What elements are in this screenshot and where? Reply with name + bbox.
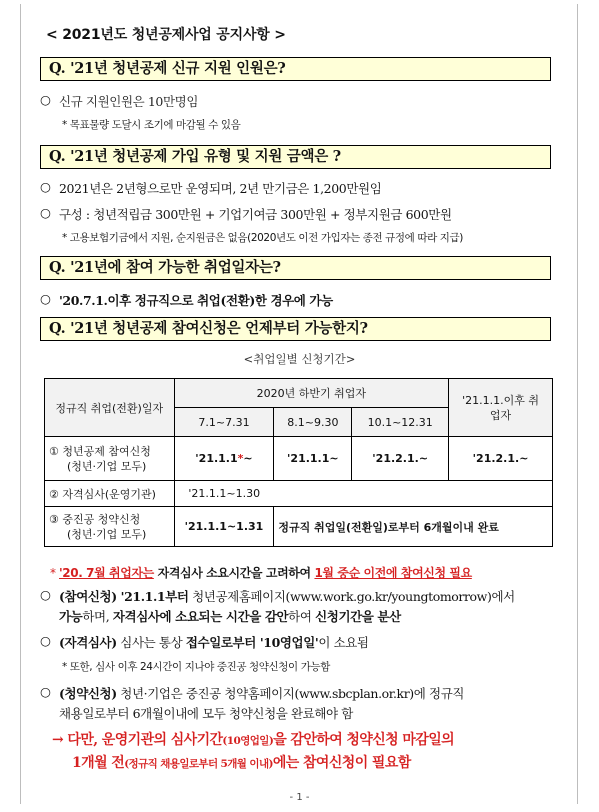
row-screening-cell: '21.1.1~1.30 (174, 481, 274, 507)
q3-line-1-text: '20.7.1.이후 정규직으로 취업(전환)한 경우에 가능 (59, 293, 333, 308)
table-period-header: 10.1~12.31 (352, 408, 449, 437)
application-period-table (44, 378, 553, 547)
bullet-icon: ○ (40, 205, 51, 220)
table-footnote: * '20. 7월 취업자는 자격심사 소요시간을 고려하여 1월 중순 이전에 참여신청 필요 (50, 566, 472, 580)
row-subscription-label: ③ 중진공 청약신청 (청년·기업 모두) (45, 507, 175, 547)
table-period-header: 7.1~7.31 (174, 408, 274, 437)
row-participation-cell: '21.2.1.~ (449, 437, 553, 481)
question-box-3: Q. '21년에 참여 가능한 취업일자는? (40, 256, 551, 280)
subscription-bullet-line-2: 채용일로부터 6개월이내에 모두 청약신청을 완료해야 함 (59, 706, 353, 721)
row-screening-label: ② 자격심사(운영기관) (45, 481, 175, 507)
q1-line-1-text: 신규 지원인원은 10만명임 (59, 94, 199, 109)
q2-line-1-text: 2021년은 2년형으로만 운영되며, 2년 만기금은 1,200만원임 (59, 181, 382, 196)
bullet-icon: ○ (40, 633, 51, 648)
table-caption: <취업일별 신청기간> (243, 352, 356, 366)
page-title: < 2021년도 청년공제사업 공지사항 > (46, 27, 286, 43)
page-number: - 1 - (289, 792, 310, 803)
table-after-header: '21.1.1.이후 취업자 (449, 379, 553, 437)
q1-note: * 목표물량 도달시 조기에 마감될 수 있음 (62, 119, 241, 131)
table-group-header: 2020년 하반기 취업자 (174, 379, 449, 408)
row-participation-cell: '21.1.1~ (274, 437, 352, 481)
bullet-icon: ○ (40, 179, 51, 194)
screening-note: * 또한, 심사 이후 24시간이 지나야 중진공 청약신청이 가능함 (62, 661, 330, 673)
row-subscription-deadline: 정규직 취업일(전환일)로부터 6개월이내 완료 (274, 507, 553, 547)
final-notice-line-2: 1개월 전(정규직 채용일로부터 5개월 이내)에는 참여신청이 필요함 (72, 755, 411, 771)
bullet-icon: ○ (40, 92, 51, 107)
row-screening-empty (274, 481, 553, 507)
row-participation-cell: '21.2.1.~ (352, 437, 449, 481)
q2-line-2-text: 구성 : 청년적립금 300만원 + 기업기여금 300만원 + 정부지원금 600만원 (59, 207, 452, 222)
question-box-4: Q. '21년 청년공제 참여신청은 언제부터 가능한지? (40, 317, 551, 341)
row-subscription-cell: '21.1.1~1.31 (174, 507, 274, 547)
bullet-icon: ○ (40, 587, 51, 602)
row-participation-label: ① 청년공제 참여신청 (청년·기업 모두) (45, 437, 175, 481)
final-notice-line-1: → 다만, 운영기관의 심사기간(10영업일)을 감안하여 청약신청 마감일의 (52, 732, 455, 748)
bullet-icon: ○ (40, 684, 51, 699)
question-box-2: Q. '21년 청년공제 가입 유형 및 지원 금액은 ? (40, 145, 551, 169)
table-corner-header: 정규직 취업(전환)일자 (45, 379, 175, 437)
question-box-1: Q. '21년 청년공제 신규 지원 인원은? (40, 57, 551, 81)
table-period-header: 8.1~9.30 (274, 408, 352, 437)
participation-bullet-line-2: 가능하며, 자격심사에 소요되는 시간을 감안하여 신청기간을 분산 (59, 609, 401, 624)
row-participation-cell: '21.1.1*~ (174, 437, 274, 481)
q2-note: * 고용보험기금에서 지원, 순지원금은 없음(2020년도 이전 가입자는 종전 규정에 따라 지급) (62, 232, 463, 244)
bullet-icon: ○ (40, 291, 51, 306)
